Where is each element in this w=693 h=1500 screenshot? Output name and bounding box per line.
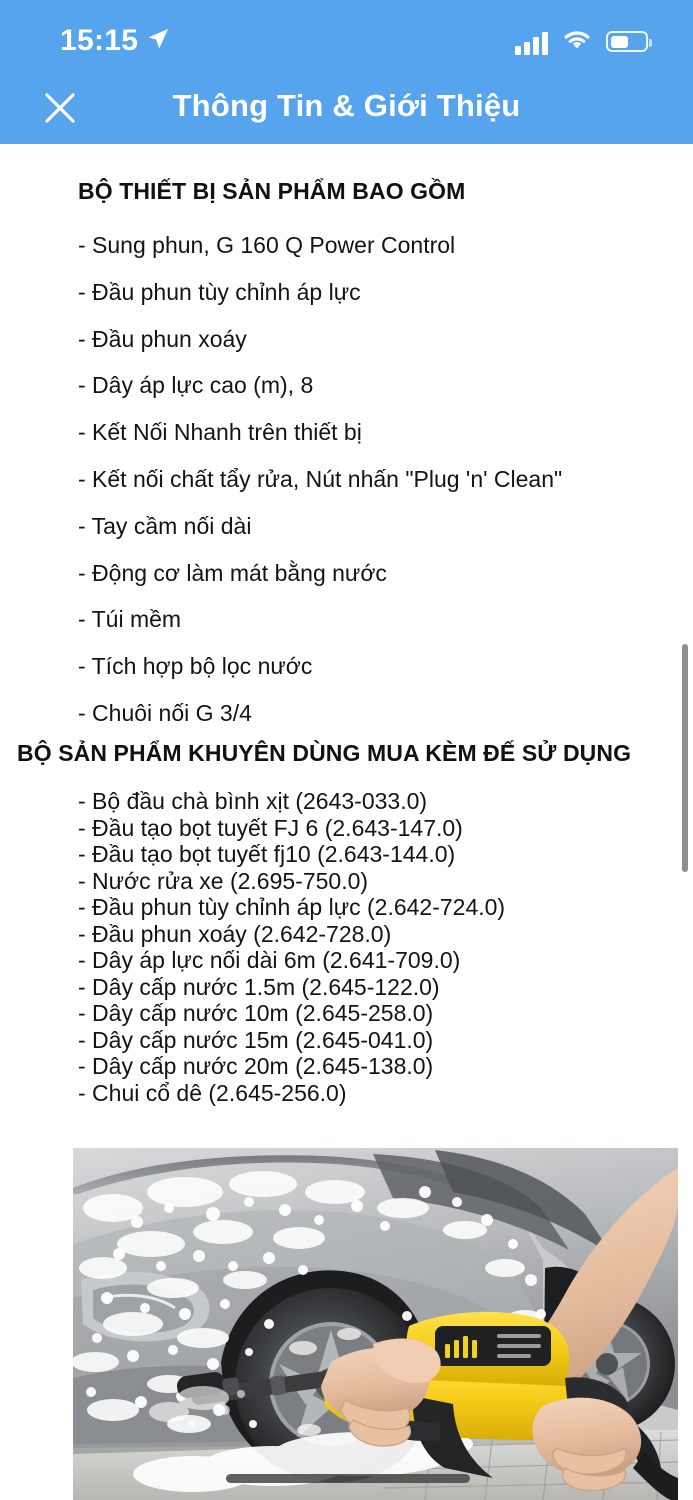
- recommended-products-list: [78, 788, 658, 1106]
- list-item: - Đầu phun tùy chỉnh áp lực: [78, 278, 361, 305]
- vertical-scrollbar[interactable]: [682, 644, 689, 884]
- list-item: - Đầu phun tùy chỉnh áp lực (2.642-724.0): [78, 894, 506, 920]
- status-time: 15:15: [60, 24, 139, 57]
- scrollbar-thumb[interactable]: [682, 644, 688, 872]
- list-item: - Dây cấp nước 10m (2.645-258.0): [78, 1000, 434, 1026]
- list-item: - Đầu phun xoáy (2.642-728.0): [78, 920, 392, 947]
- list-item: - Đầu tạo bọt tuyết fj10 (2.643-144.0): [78, 841, 456, 867]
- list-item: - Tay cầm nối dài: [78, 512, 252, 539]
- list-item: - Đầu phun xoáy: [78, 325, 247, 352]
- list-item: - Kết nối chất tẩy rửa, Nút nhấn "Plug 'n' Clean": [78, 465, 563, 492]
- home-indicator[interactable]: [226, 1474, 470, 1483]
- list-item: - Dây cấp nước 20m (2.645-138.0): [78, 1053, 434, 1079]
- list-item: - Sung phun, G 160 Q Power Control: [78, 232, 456, 258]
- included-equipment-list: [78, 222, 638, 737]
- location-arrow-icon: [146, 27, 170, 56]
- status-bar-right: [515, 27, 648, 56]
- list-item: - Dây áp lực cao (m), 8: [78, 372, 314, 399]
- section-heading-recommended-products: BỘ SẢN PHẨM KHUYÊN DÙNG MUA KÈM ĐẾ SỬ DỤNG: [17, 740, 632, 766]
- list-item: - Động cơ làm mát bằng nước: [78, 559, 387, 586]
- section-heading-included-equipment: BỘ THIẾT BỊ SẢN PHẨM BAO GỒM: [78, 178, 466, 204]
- list-item: - Đầu tạo bọt tuyết FJ 6 (2.643-147.0): [78, 814, 463, 841]
- list-item: - Dây cấp nước 15m (2.645-041.0): [78, 1026, 434, 1053]
- list-item: - Nước rửa xe (2.695-750.0): [78, 867, 369, 894]
- list-item: - Chuôi nối G 3/4: [78, 699, 252, 726]
- list-item: - Dây áp lực nối dài 6m (2.641-709.0): [78, 947, 461, 973]
- wifi-icon: [561, 27, 593, 56]
- header-bar: [0, 0, 693, 144]
- list-item: - Bộ đầu chà bình xịt (2643-033.0): [78, 788, 428, 814]
- status-bar: [0, 0, 693, 72]
- list-item: - Chui cổ dê (2.645-256.0): [78, 1079, 347, 1106]
- battery-icon: [606, 31, 648, 52]
- list-item: - Kết Nối Nhanh trên thiết bị: [78, 419, 362, 446]
- list-item: - Túi mềm: [78, 606, 182, 633]
- cellular-signal-icon: [515, 29, 548, 55]
- product-photo-car-wash[interactable]: [73, 1148, 678, 1500]
- status-bar-left: [60, 24, 170, 58]
- list-item: - Dây cấp nước 1.5m (2.645-122.0): [78, 973, 440, 1000]
- list-item: - Tích hợp bộ lọc nước: [78, 653, 313, 680]
- content-scroll-area[interactable]: [0, 144, 693, 1500]
- page-title: Thông Tin & Giới Thiệu: [172, 88, 521, 123]
- nav-bar: [0, 72, 693, 144]
